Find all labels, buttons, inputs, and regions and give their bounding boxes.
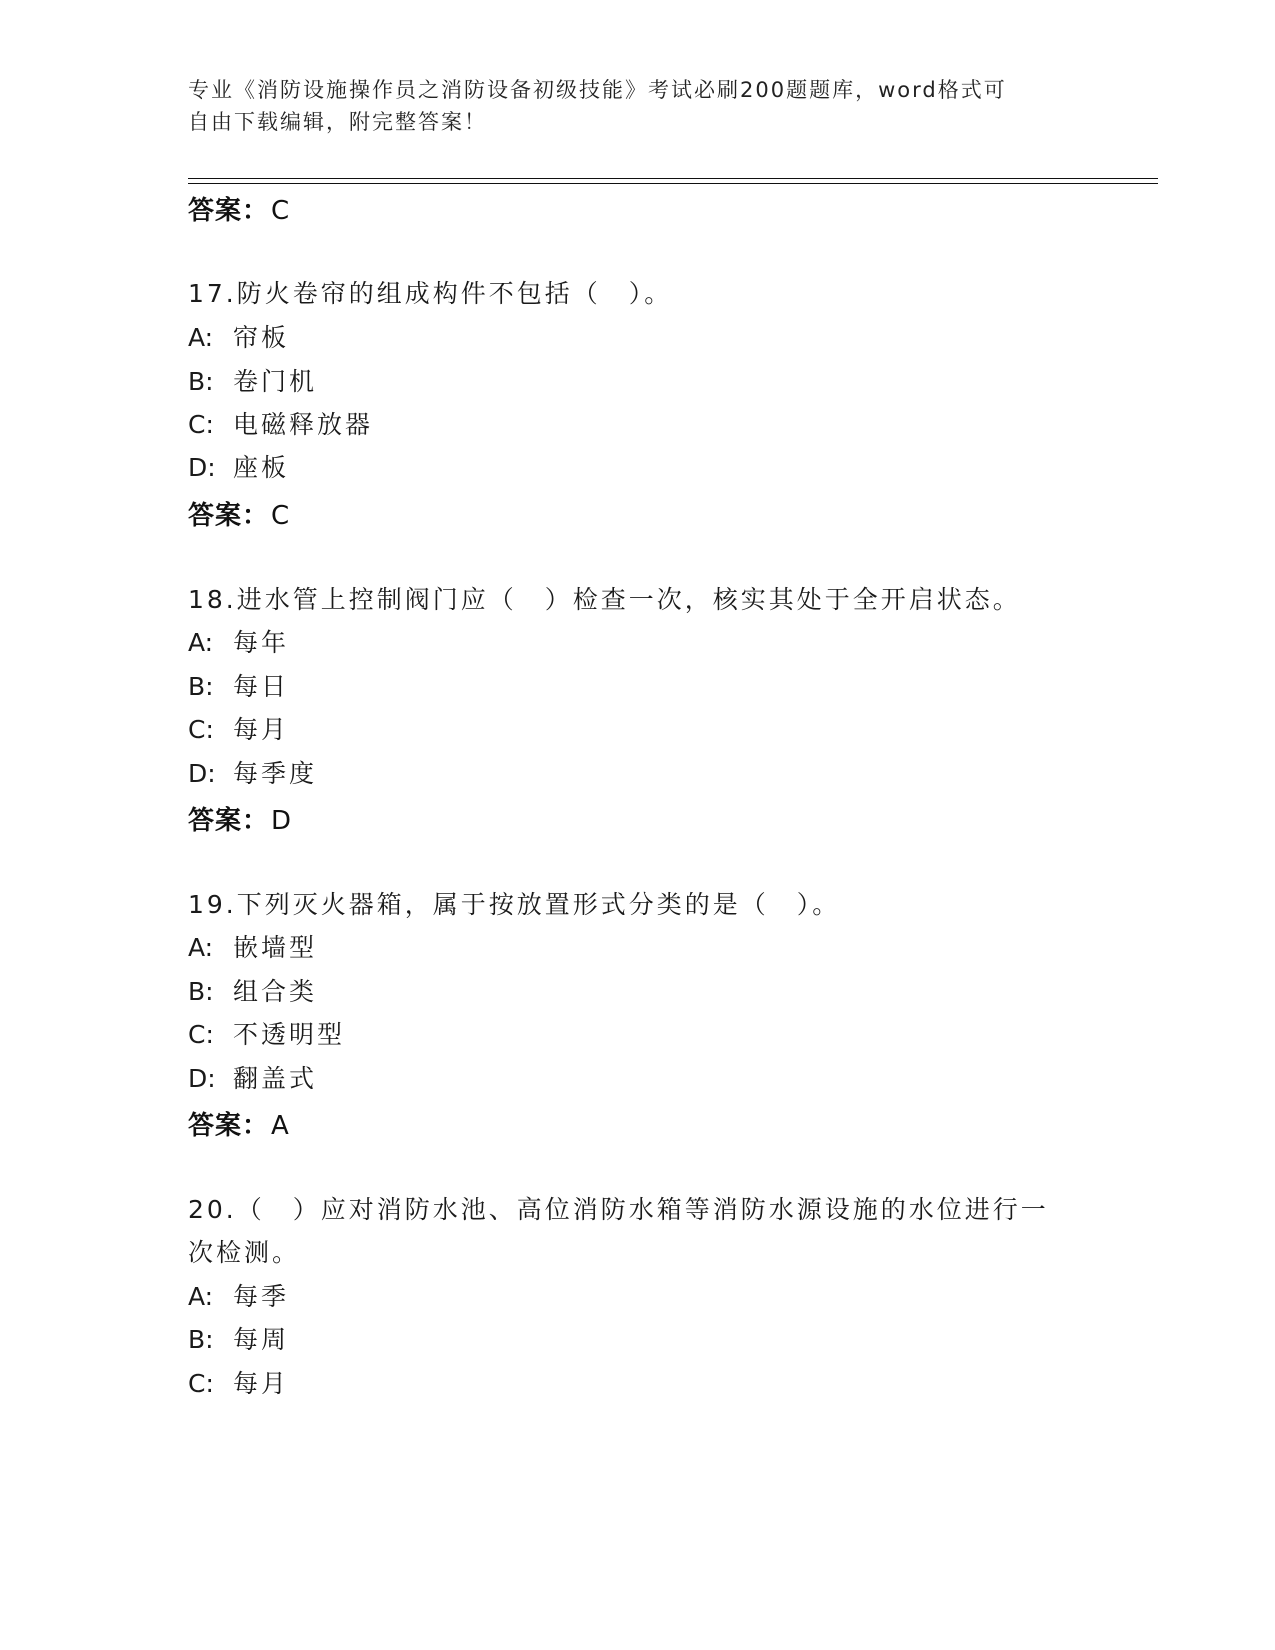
answer-label: 答案：	[188, 196, 270, 226]
option-c	[188, 1364, 289, 1400]
question-stem: 19.下列灭火器箱，属于按放置形式分类的是（ ）。	[188, 890, 841, 919]
option-a	[188, 623, 289, 659]
answer-line	[188, 495, 290, 532]
option-letter: C:	[188, 1369, 214, 1398]
answer-value: D	[271, 806, 293, 836]
option-text: 每年	[233, 628, 290, 657]
option-d	[188, 1059, 317, 1095]
option-a	[188, 928, 317, 964]
option-text: 翻盖式	[233, 1064, 318, 1093]
document-header	[188, 74, 1088, 138]
header-line-1: 专业《消防设施操作员之消防设备初级技能》考试必刷200题题库，word格式可	[188, 78, 1007, 102]
option-text: 座板	[233, 453, 290, 482]
option-c	[188, 1015, 345, 1051]
answer-label: 答案：	[188, 806, 270, 836]
option-c	[188, 405, 373, 441]
option-d	[188, 754, 317, 790]
option-text: 每周	[233, 1325, 290, 1354]
option-letter: B:	[188, 977, 214, 1006]
option-a	[188, 1277, 289, 1313]
option-text: 每季	[233, 1282, 290, 1311]
option-text: 每月	[233, 715, 290, 744]
answer-value: A	[271, 1111, 290, 1141]
option-d	[188, 448, 289, 484]
option-letter: D:	[188, 453, 216, 482]
option-letter: A:	[188, 1282, 214, 1311]
answer-label: 答案：	[188, 501, 270, 531]
option-text: 每季度	[233, 759, 318, 788]
option-b	[188, 362, 317, 398]
option-letter: D:	[188, 1064, 216, 1093]
option-text: 组合类	[233, 977, 318, 1006]
question-stem-line-2: 次检测。	[188, 1238, 301, 1267]
answer-value: C	[271, 196, 291, 226]
option-text: 每日	[233, 672, 290, 701]
option-letter: B:	[188, 367, 214, 396]
answer-label: 答案：	[188, 1111, 270, 1141]
option-text: 不透明型	[233, 1020, 346, 1049]
answer-line	[188, 800, 292, 837]
option-letter: A:	[188, 323, 214, 352]
answer-line	[188, 1105, 290, 1142]
option-letter: A:	[188, 933, 214, 962]
header-divider-top	[188, 178, 1158, 179]
option-letter: C:	[188, 715, 214, 744]
option-letter: B:	[188, 1325, 214, 1354]
answer-value: C	[271, 501, 291, 531]
option-c	[188, 710, 289, 746]
option-b	[188, 1320, 289, 1356]
answer-line	[188, 190, 290, 227]
option-letter: D:	[188, 759, 216, 788]
option-letter: B:	[188, 672, 214, 701]
question-stem: 17.防火卷帘的组成构件不包括（ ）。	[188, 279, 673, 308]
header-divider-bottom	[188, 183, 1158, 184]
option-letter: C:	[188, 410, 214, 439]
option-letter: C:	[188, 1020, 214, 1049]
option-b	[188, 972, 317, 1008]
option-letter: A:	[188, 628, 214, 657]
option-b	[188, 667, 289, 703]
question-stem-line-1: 20.（ ）应对消防水池、高位消防水箱等消防水源设施的水位进行一	[188, 1195, 1049, 1224]
option-a	[188, 318, 289, 354]
option-text: 卷门机	[233, 367, 318, 396]
header-line-2: 自由下载编辑，附完整答案！	[188, 110, 487, 134]
option-text: 每月	[233, 1369, 290, 1398]
option-text: 电磁释放器	[233, 410, 374, 439]
question-stem: 18.进水管上控制阀门应（ ）检查一次，核实其处于全开启状态。	[188, 585, 1021, 614]
option-text: 帘板	[233, 323, 290, 352]
option-text: 嵌墙型	[233, 933, 318, 962]
